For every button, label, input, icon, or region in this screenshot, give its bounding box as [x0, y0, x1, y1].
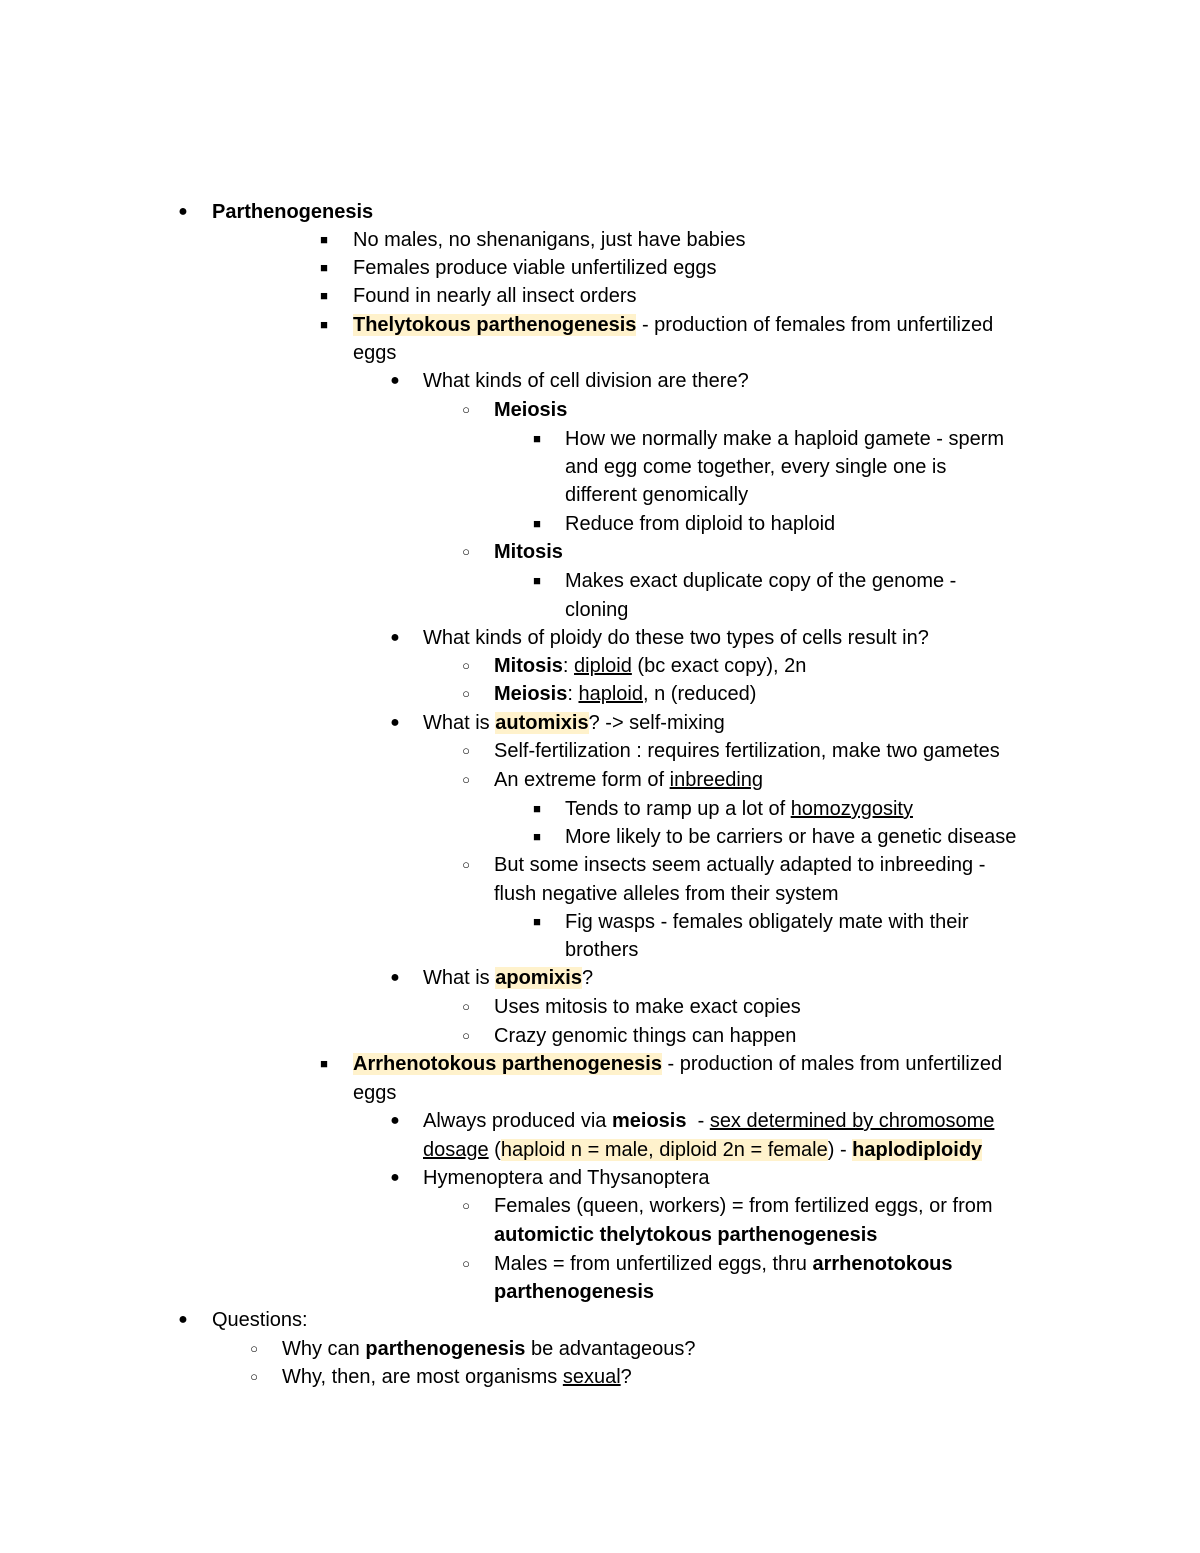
disc-bullet-icon: ●	[390, 372, 400, 389]
list-item: ■ How we normally make a haploid gamete - sperm	[0, 425, 1200, 453]
list-item-continuation: dosage (haploid n = male, diploid 2n = female) - haplodiploidy	[423, 1139, 983, 1161]
list-item: ■ Makes exact duplicate copy of the genome -	[0, 567, 1200, 595]
list-item: ● What is automixis? -> self-mixing	[0, 709, 1200, 737]
disc-bullet-icon: ●	[390, 969, 400, 986]
list-item: ○ Why can parthenogenesis be advantageous?	[0, 1335, 1200, 1363]
list-item	[0, 1306, 1200, 1334]
square-bullet-icon: ■	[320, 317, 328, 332]
list-item: ■ Reduce from diploid to haploid	[0, 510, 1200, 538]
list-item: ● Hymenoptera and Thysanoptera	[0, 1164, 1200, 1192]
list-item-continuation: cloning	[565, 599, 629, 621]
arrhenotokous-term: Arrhenotokous parthenogenesis	[353, 1053, 662, 1075]
disc-bullet-icon: ●	[390, 629, 400, 646]
ring-bullet-icon: ○	[462, 544, 470, 559]
list-item: ○ Self-fertilization : requires fertilization, make two gametes	[0, 737, 1200, 765]
ring-bullet-icon: ○	[462, 1256, 470, 1271]
square-bullet-icon: ■	[533, 829, 541, 844]
list-item: ● Always produced via meiosis - sex determined by chromosome	[0, 1107, 1200, 1135]
ring-bullet-icon: ○	[462, 857, 470, 872]
square-bullet-icon: ■	[533, 573, 541, 588]
list-item: ○ Uses mitosis to make exact copies	[0, 993, 1200, 1021]
list-item: ■ Found in nearly all insect orders	[0, 282, 1200, 310]
list-item: ○ Why, then, are most organisms sexual?	[0, 1363, 1200, 1391]
questions-label: Questions:	[212, 1309, 308, 1331]
list-item: ■ Thelytokous parthenogenesis - production of females from unfertilized	[0, 311, 1200, 339]
ring-bullet-icon: ○	[462, 1028, 470, 1043]
disc-bullet-icon: ●	[178, 1311, 188, 1328]
ring-bullet-icon: ○	[462, 1198, 470, 1213]
square-bullet-icon: ■	[320, 288, 328, 303]
list-item: ○ An extreme form of inbreeding	[0, 766, 1200, 794]
square-bullet-icon: ■	[533, 516, 541, 531]
list-item: ■ No males, no shenanigans, just have babies	[0, 226, 1200, 254]
list-item: ● What kinds of cell division are there?	[0, 367, 1200, 395]
square-bullet-icon: ■	[533, 914, 541, 929]
square-bullet-icon: ■	[533, 431, 541, 446]
ring-bullet-icon: ○	[462, 686, 470, 701]
list-item: ■ Arrhenotokous parthenogenesis - production of males from unfertilized	[0, 1050, 1200, 1078]
list-item-continuation: brothers	[565, 939, 639, 961]
list-item: ○ Mitosis: diploid (bc exact copy), 2n	[0, 652, 1200, 680]
list-item-continuation: different genomically	[565, 484, 749, 506]
list-item: ○ Meiosis	[0, 396, 1200, 424]
list-item: ■ Fig wasps - females obligately mate with their	[0, 908, 1200, 936]
square-bullet-icon: ■	[320, 232, 328, 247]
ring-bullet-icon: ○	[462, 772, 470, 787]
disc-bullet-icon: ●	[390, 714, 400, 731]
square-bullet-icon: ■	[320, 1056, 328, 1071]
list-item	[0, 198, 1200, 226]
list-item: ● What is apomixis?	[0, 964, 1200, 992]
list-item-continuation: automictic thelytokous parthenogenesis	[494, 1224, 878, 1246]
list-item: ■ Females produce viable unfertilized eggs	[0, 254, 1200, 282]
list-item: ■ Tends to ramp up a lot of homozygosity	[0, 795, 1200, 823]
ring-bullet-icon: ○	[462, 658, 470, 673]
list-item-continuation: eggs	[353, 1082, 397, 1104]
list-item-continuation: and egg come together, every single one is	[565, 456, 947, 478]
disc-bullet-icon: ●	[390, 1169, 400, 1186]
ring-bullet-icon: ○	[462, 743, 470, 758]
list-item: ○ Crazy genomic things can happen	[0, 1022, 1200, 1050]
list-item-continuation: eggs	[353, 342, 397, 364]
list-item-continuation: flush negative alleles from their system	[494, 883, 839, 905]
list-item: ○ Females (queen, workers) = from fertilized eggs, or from	[0, 1192, 1200, 1220]
list-item-continuation: parthenogenesis	[494, 1281, 655, 1303]
list-item: ○ Males = from unfertilized eggs, thru arrhenotokous	[0, 1250, 1200, 1278]
square-bullet-icon: ■	[320, 260, 328, 275]
ring-bullet-icon: ○	[462, 999, 470, 1014]
list-item: ● What kinds of ploidy do these two types of cells result in?	[0, 624, 1200, 652]
list-item: ○ But some insects seem actually adapted to inbreeding -	[0, 851, 1200, 879]
heading-parthenogenesis: Parthenogenesis	[212, 201, 374, 223]
list-item: ○ Meiosis: haploid, n (reduced)	[0, 680, 1200, 708]
disc-bullet-icon: ●	[178, 203, 188, 220]
list-item: ○ Mitosis	[0, 538, 1200, 566]
ring-bullet-icon: ○	[250, 1369, 258, 1384]
ring-bullet-icon: ○	[250, 1341, 258, 1356]
disc-bullet-icon: ●	[390, 1112, 400, 1129]
ring-bullet-icon: ○	[462, 402, 470, 417]
list-item: ■ More likely to be carriers or have a genetic disease	[0, 823, 1200, 851]
square-bullet-icon: ■	[533, 801, 541, 816]
thelytokous-term: Thelytokous parthenogenesis	[353, 314, 637, 336]
